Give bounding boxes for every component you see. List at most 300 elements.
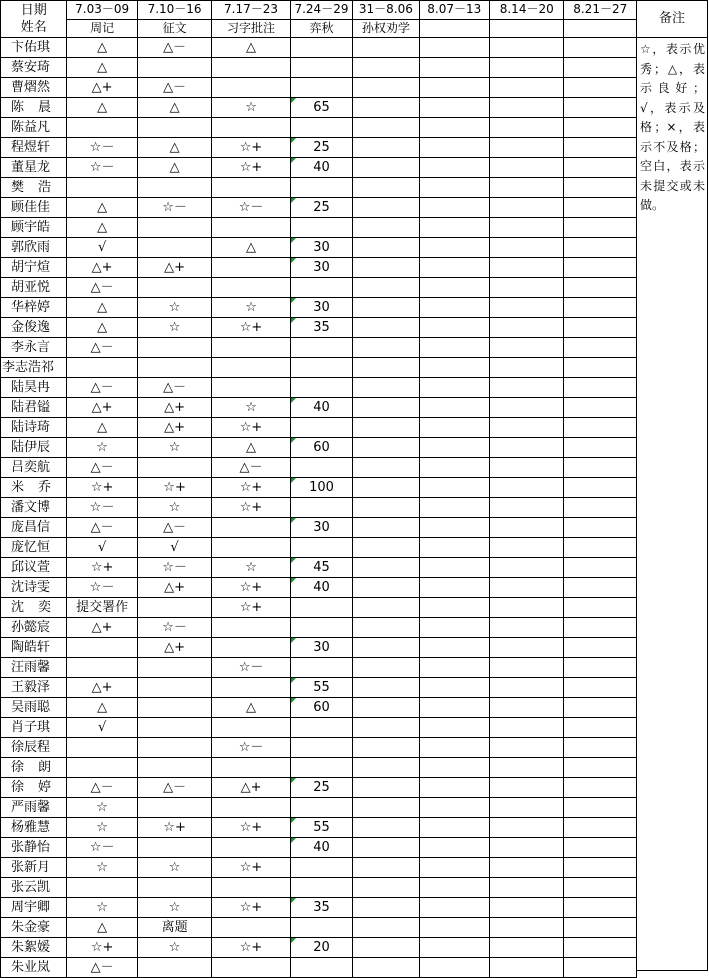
student-row xyxy=(1,298,637,318)
grade-cell xyxy=(137,758,211,778)
student-name: 董星龙 xyxy=(1,158,67,178)
grade-cell xyxy=(564,918,637,938)
grade-cell xyxy=(290,218,352,238)
grade-cell: √ xyxy=(67,538,137,558)
student-row xyxy=(1,218,637,238)
grade-cell xyxy=(353,578,419,598)
student-row xyxy=(1,698,637,718)
grade-cell: △+ xyxy=(67,678,137,698)
student-name: 程煜轩 xyxy=(1,138,67,158)
grade-cell xyxy=(564,518,637,538)
grade-cell: △ xyxy=(137,158,211,178)
grade-cell xyxy=(490,478,564,498)
grade-cell xyxy=(290,538,352,558)
grade-cell: 30 xyxy=(290,298,352,318)
grade-cell: ☆ xyxy=(212,298,290,318)
grade-cell xyxy=(419,758,489,778)
student-name: 陈益凡 xyxy=(1,118,67,138)
grade-cell: ☆+ xyxy=(212,858,290,878)
grade-cell xyxy=(353,778,419,798)
grade-cell: △－ xyxy=(137,78,211,98)
grade-cell: 离题 xyxy=(137,918,211,938)
student-name: 樊浩 xyxy=(1,178,67,198)
grade-cell xyxy=(353,798,419,818)
grade-cell xyxy=(212,278,290,298)
student-name: 张云凯 xyxy=(1,878,67,898)
grade-cell: ☆－ xyxy=(67,838,137,858)
grade-cell xyxy=(490,238,564,258)
grade-cell xyxy=(290,738,352,758)
grade-cell xyxy=(419,818,489,838)
student-name: 陈晨 xyxy=(1,98,67,118)
grade-cell xyxy=(490,598,564,618)
grade-cell xyxy=(419,438,489,458)
grade-cell: △ xyxy=(67,318,137,338)
grade-cell xyxy=(67,118,137,138)
student-row xyxy=(1,598,637,618)
grade-cell xyxy=(419,378,489,398)
grade-cell xyxy=(419,858,489,878)
grade-cell: √ xyxy=(137,538,211,558)
grade-cell xyxy=(353,178,419,198)
grade-cell: ☆+ xyxy=(67,938,137,958)
grade-cell: ☆+ xyxy=(212,818,290,838)
grade-cell: △ xyxy=(67,698,137,718)
grade-cell xyxy=(419,38,489,58)
subject-header: 周记 xyxy=(67,19,137,38)
grade-cell xyxy=(212,758,290,778)
grade-cell xyxy=(490,738,564,758)
grade-cell xyxy=(564,498,637,518)
grade-cell xyxy=(67,738,137,758)
grade-cell: √ xyxy=(67,718,137,738)
grade-cell xyxy=(353,618,419,638)
grade-cell xyxy=(353,598,419,618)
grade-cell xyxy=(212,378,290,398)
grade-cell xyxy=(290,58,352,78)
grade-cell: △+ xyxy=(67,258,137,278)
grade-cell xyxy=(353,758,419,778)
grade-cell xyxy=(490,78,564,98)
student-name: 徐婷 xyxy=(1,778,67,798)
grade-cell xyxy=(564,178,637,198)
grade-cell xyxy=(67,178,137,198)
grade-cell xyxy=(353,718,419,738)
grade-cell xyxy=(490,938,564,958)
student-row xyxy=(1,438,637,458)
grade-cell xyxy=(490,198,564,218)
grade-cell: △ xyxy=(67,218,137,238)
grade-cell: 40 xyxy=(290,578,352,598)
grade-cell: △ xyxy=(67,418,137,438)
grade-cell: △－ xyxy=(212,458,290,478)
grade-cell xyxy=(137,58,211,78)
grade-cell xyxy=(564,698,637,718)
grade-cell xyxy=(290,78,352,98)
grade-cell xyxy=(353,838,419,858)
grade-cell: ☆－ xyxy=(67,158,137,178)
grade-cell xyxy=(290,38,352,58)
grade-cell xyxy=(290,358,352,378)
grade-cell xyxy=(564,898,637,918)
grade-cell xyxy=(564,238,637,258)
student-name: 杨雅慧 xyxy=(1,818,67,838)
grade-cell xyxy=(353,458,419,478)
grade-cell: ☆－ xyxy=(137,198,211,218)
grade-cell: ☆ xyxy=(137,498,211,518)
grade-cell xyxy=(419,78,489,98)
subject-header: 弈秋 xyxy=(290,19,352,38)
grade-cell xyxy=(290,718,352,738)
grade-cell: ☆ xyxy=(137,318,211,338)
grade-cell: ☆ xyxy=(67,438,137,458)
grade-cell xyxy=(353,218,419,238)
grade-cell xyxy=(212,838,290,858)
grade-cell xyxy=(490,778,564,798)
grade-cell xyxy=(137,878,211,898)
grade-cell xyxy=(490,718,564,738)
grade-cell xyxy=(419,738,489,758)
student-name: 李志浩祁 xyxy=(1,358,67,378)
grade-cell xyxy=(564,458,637,478)
grade-cell xyxy=(490,38,564,58)
grade-cell xyxy=(564,478,637,498)
grade-cell xyxy=(419,918,489,938)
grade-cell xyxy=(137,798,211,818)
grade-cell xyxy=(67,638,137,658)
grade-cell xyxy=(353,678,419,698)
grade-cell xyxy=(490,638,564,658)
student-row xyxy=(1,198,637,218)
student-name: 米乔 xyxy=(1,478,67,498)
grade-cell xyxy=(137,738,211,758)
week-header: 7.10－16 xyxy=(137,1,211,20)
grade-cell: ☆－ xyxy=(212,738,290,758)
grade-cell xyxy=(564,658,637,678)
student-name: 陶皓轩 xyxy=(1,638,67,658)
student-row xyxy=(1,838,637,858)
grade-cell xyxy=(290,758,352,778)
grade-cell xyxy=(353,918,419,938)
grade-cell xyxy=(564,958,637,978)
grade-cell: 25 xyxy=(290,198,352,218)
grade-cell xyxy=(353,518,419,538)
grade-cell: ☆+ xyxy=(212,158,290,178)
grade-cell xyxy=(419,138,489,158)
grade-cell xyxy=(564,58,637,78)
grade-cell: ☆+ xyxy=(67,478,137,498)
student-name: 陆君镒 xyxy=(1,398,67,418)
grade-cell xyxy=(564,798,637,818)
grade-cell xyxy=(212,718,290,738)
grade-cell xyxy=(290,278,352,298)
week-header: 7.03－09 xyxy=(67,1,137,20)
grade-cell xyxy=(490,218,564,238)
grade-cell xyxy=(490,58,564,78)
grade-cell xyxy=(564,598,637,618)
grade-cell xyxy=(353,478,419,498)
grade-cell xyxy=(419,278,489,298)
grade-cell: √ xyxy=(67,238,137,258)
grade-cell: △ xyxy=(67,38,137,58)
grade-cell xyxy=(564,418,637,438)
grade-cell xyxy=(490,518,564,538)
student-row xyxy=(1,778,637,798)
grade-cell xyxy=(353,78,419,98)
grade-cell xyxy=(212,518,290,538)
grade-cell xyxy=(564,618,637,638)
grade-cell xyxy=(490,378,564,398)
grade-cell xyxy=(353,198,419,218)
grade-cell xyxy=(490,698,564,718)
grade-cell: ☆ xyxy=(137,898,211,918)
student-name: 华梓婷 xyxy=(1,298,67,318)
grade-cell: ☆－ xyxy=(67,138,137,158)
grade-cell xyxy=(490,438,564,458)
student-name: 肖子琪 xyxy=(1,718,67,738)
grade-cell xyxy=(490,118,564,138)
grade-cell xyxy=(353,698,419,718)
grade-cell xyxy=(490,98,564,118)
grade-cell xyxy=(353,258,419,278)
grade-cell: △+ xyxy=(67,78,137,98)
grade-cell xyxy=(212,878,290,898)
grade-cell xyxy=(137,118,211,138)
grade-cell xyxy=(290,118,352,138)
grade-cell: △－ xyxy=(137,38,211,58)
grade-cell: △－ xyxy=(67,958,137,978)
grade-cell xyxy=(419,98,489,118)
student-name: 顾佳佳 xyxy=(1,198,67,218)
student-name: 严雨馨 xyxy=(1,798,67,818)
student-row xyxy=(1,238,637,258)
grade-cell: △－ xyxy=(67,338,137,358)
grade-cell xyxy=(564,558,637,578)
grade-cell xyxy=(564,198,637,218)
student-name: 李永言 xyxy=(1,338,67,358)
grade-cell: △ xyxy=(67,98,137,118)
grade-cell xyxy=(353,38,419,58)
student-row xyxy=(1,878,637,898)
grade-cell xyxy=(137,838,211,858)
grade-cell xyxy=(137,338,211,358)
grade-cell: △－ xyxy=(137,378,211,398)
grade-cell xyxy=(564,878,637,898)
grade-cell xyxy=(353,818,419,838)
student-row xyxy=(1,58,637,78)
student-name: 庞昌信 xyxy=(1,518,67,538)
grade-cell: 30 xyxy=(290,638,352,658)
student-name: 徐朗 xyxy=(1,758,67,778)
grade-cell: △ xyxy=(137,138,211,158)
grade-cell: ☆ xyxy=(137,858,211,878)
grade-cell xyxy=(490,878,564,898)
grade-cell: ☆－ xyxy=(137,618,211,638)
grade-cell: △+ xyxy=(212,778,290,798)
grade-cell xyxy=(290,378,352,398)
grade-cell xyxy=(419,798,489,818)
grade-cell xyxy=(419,318,489,338)
subject-header: 孙权劝学 xyxy=(353,19,419,38)
subject-header xyxy=(419,19,489,38)
grade-cell: 45 xyxy=(290,558,352,578)
grade-cell xyxy=(290,458,352,478)
grade-cell xyxy=(137,218,211,238)
grade-cell: ☆ xyxy=(212,98,290,118)
grade-cell xyxy=(419,678,489,698)
grade-cell xyxy=(419,878,489,898)
grade-cell xyxy=(137,698,211,718)
student-name: 孙懿宸 xyxy=(1,618,67,638)
grade-cell: △+ xyxy=(67,618,137,638)
grade-cell xyxy=(490,258,564,278)
grade-cell xyxy=(564,278,637,298)
student-name: 张新月 xyxy=(1,858,67,878)
grade-cell: 40 xyxy=(290,398,352,418)
grade-cell: ☆ xyxy=(67,798,137,818)
grade-cell xyxy=(290,498,352,518)
grade-cell xyxy=(353,878,419,898)
grade-cell xyxy=(419,778,489,798)
student-row xyxy=(1,178,637,198)
grade-cell xyxy=(564,258,637,278)
grade-cell xyxy=(490,358,564,378)
grade-cell xyxy=(490,958,564,978)
grade-cell xyxy=(490,498,564,518)
student-row xyxy=(1,858,637,878)
grade-cell xyxy=(290,338,352,358)
grade-cell xyxy=(419,178,489,198)
grade-cell xyxy=(137,238,211,258)
grade-cell: △+ xyxy=(137,258,211,278)
student-name: 陆诗琦 xyxy=(1,418,67,438)
grade-cell: ☆+ xyxy=(137,818,211,838)
grade-cell: ☆ xyxy=(67,858,137,878)
grade-cell: 35 xyxy=(290,318,352,338)
grade-cell: ☆+ xyxy=(212,598,290,618)
header-row-subjects xyxy=(1,19,637,38)
grade-cell xyxy=(353,538,419,558)
student-row xyxy=(1,398,637,418)
grade-cell: △－ xyxy=(67,278,137,298)
grade-cell: △ xyxy=(67,198,137,218)
grade-cell: △ xyxy=(137,98,211,118)
student-name: 蔡安琦 xyxy=(1,58,67,78)
grade-cell: ☆+ xyxy=(212,578,290,598)
grade-cell xyxy=(490,418,564,438)
grade-cell: 40 xyxy=(290,158,352,178)
grade-cell: ☆－ xyxy=(67,578,137,598)
student-name: 潘文博 xyxy=(1,498,67,518)
grade-cell xyxy=(353,98,419,118)
grade-cell xyxy=(564,858,637,878)
student-name: 周宇卿 xyxy=(1,898,67,918)
grade-cell xyxy=(564,538,637,558)
grade-cell xyxy=(212,178,290,198)
grade-cell xyxy=(212,538,290,558)
grade-cell: ☆ xyxy=(67,818,137,838)
grade-cell: △ xyxy=(212,438,290,458)
grade-cell xyxy=(564,578,637,598)
grade-cell xyxy=(137,598,211,618)
student-row xyxy=(1,98,637,118)
grade-cell: 25 xyxy=(290,778,352,798)
student-row xyxy=(1,758,637,778)
student-row xyxy=(1,378,637,398)
grade-cell xyxy=(290,598,352,618)
grade-cell xyxy=(490,138,564,158)
grade-cell xyxy=(564,678,637,698)
grade-cell: ☆－ xyxy=(67,498,137,518)
grade-cell: △+ xyxy=(137,578,211,598)
student-name: 金俊逸 xyxy=(1,318,67,338)
grade-cell xyxy=(137,278,211,298)
student-row xyxy=(1,658,637,678)
grades-table-body xyxy=(1,1,637,978)
grade-cell xyxy=(419,218,489,238)
remark-column xyxy=(637,0,708,971)
grade-cell: ☆+ xyxy=(212,478,290,498)
grade-cell xyxy=(419,338,489,358)
grade-cell: △ xyxy=(67,918,137,938)
grade-cell xyxy=(490,618,564,638)
grade-cell xyxy=(419,498,489,518)
grade-cell: ☆ xyxy=(137,298,211,318)
student-row xyxy=(1,518,637,538)
student-row xyxy=(1,118,637,138)
grade-cell xyxy=(419,718,489,738)
grade-cell: ☆ xyxy=(212,398,290,418)
grade-cell xyxy=(419,578,489,598)
student-name: 郭欣雨 xyxy=(1,238,67,258)
student-row xyxy=(1,638,637,658)
student-name: 汪雨馨 xyxy=(1,658,67,678)
student-row xyxy=(1,318,637,338)
student-row xyxy=(1,798,637,818)
week-header: 31－8.06 xyxy=(353,1,419,20)
grade-cell: △－ xyxy=(67,458,137,478)
grade-cell xyxy=(564,298,637,318)
grade-cell xyxy=(490,678,564,698)
grade-cell: △+ xyxy=(67,398,137,418)
grade-cell xyxy=(419,898,489,918)
grade-cell xyxy=(212,618,290,638)
grade-cell xyxy=(353,278,419,298)
grade-cell xyxy=(419,698,489,718)
grade-cell xyxy=(212,918,290,938)
student-name: 沈奕 xyxy=(1,598,67,618)
grade-cell xyxy=(419,158,489,178)
grade-cell xyxy=(212,338,290,358)
header-corner xyxy=(1,1,67,38)
grade-cell xyxy=(419,618,489,638)
remark-legend: ☆，表示优秀；△，表示良好；√，表示及格；×，表示不及格；空白，表示未提交或未做。 xyxy=(640,42,705,212)
grade-cell xyxy=(564,438,637,458)
grade-cell xyxy=(137,458,211,478)
grade-cell xyxy=(212,78,290,98)
grade-cell xyxy=(564,938,637,958)
student-row xyxy=(1,938,637,958)
student-row xyxy=(1,918,637,938)
grade-cell: 60 xyxy=(290,438,352,458)
grade-cell: ☆+ xyxy=(212,898,290,918)
grade-cell xyxy=(212,638,290,658)
grade-cell: ☆+ xyxy=(212,318,290,338)
grade-cell: ☆ xyxy=(137,438,211,458)
grade-cell xyxy=(490,758,564,778)
grade-cell: ☆－ xyxy=(137,558,211,578)
grade-cell: 60 xyxy=(290,698,352,718)
